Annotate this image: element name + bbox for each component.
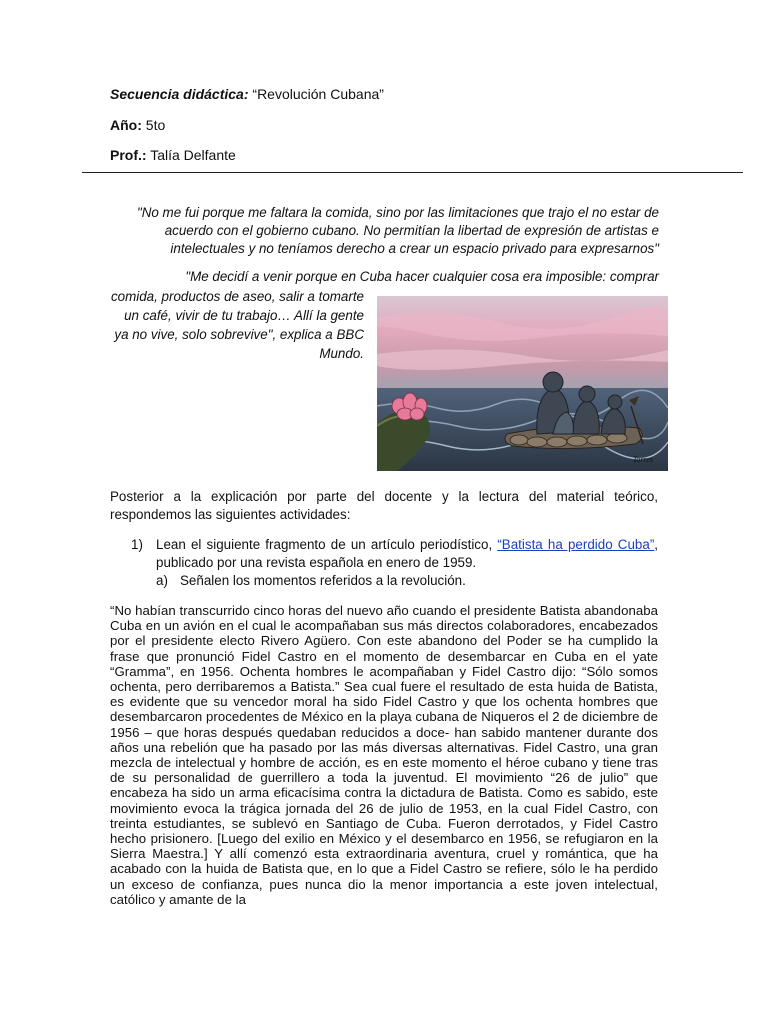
intro-paragraph: Posterior a la explicación por parte del docente y la lectura del material teórico, respondemos las siguientes actividades: xyxy=(110,489,658,522)
activity-1a-letter: a) xyxy=(156,573,168,588)
header-divider xyxy=(82,172,743,173)
year-line xyxy=(110,116,165,134)
activity-1-number: 1) xyxy=(131,537,143,552)
activity-1-text-before: Lean el siguiente fragmento de un artículo periodístico, xyxy=(156,537,498,552)
professor-label: Prof.: xyxy=(110,147,147,163)
first-quote: "No me fui porque me faltara la comida, sino por las limitaciones que trajo el no estar de acuerdo con el gobierno cubano. No permitían la libertad de expresión de artistas e intelectuales y no teníamos derecho a crear un espacio privado para expresarnos" xyxy=(136,205,659,257)
activity-item-1 xyxy=(131,536,658,572)
sequence-label: Secuencia didáctica: xyxy=(110,86,249,102)
year-label: Año: xyxy=(110,117,142,133)
activity-1a-text: Señalen los momentos referidos a la revolución. xyxy=(180,573,466,588)
activity-item-1a xyxy=(156,572,656,590)
article-link[interactable]: “Batista ha perdido Cuba” xyxy=(497,537,655,552)
activity-1-text xyxy=(156,536,658,572)
year-value: 5to xyxy=(141,117,166,133)
cartoon-illustration xyxy=(377,296,668,471)
activity-1-text-after: , publicado por una revista española en enero de 1959. xyxy=(156,537,659,570)
sequence-value: “Revolución Cubana” xyxy=(248,86,384,102)
professor-value: Talía Delfante xyxy=(146,147,236,163)
article-excerpt: “No habían transcurrido cinco horas del nuevo año cuando el presidente Batista abandonaba Cuba en un avión en el cual le acompañaban sus más directos colaboradores, encabezados por el presidente electo Rivero Agüero. Con este abandono del Poder se ha cumplido la frase que pronunció Fidel Castro en el momento de desembarcar en Cuba en el yate “Gramma”, en 1956. Ochenta hombres le acompañaban y Fidel Castro dijo: “Sólo somos ochenta, pero derribaremos a Batista.” Sea cual fuere el resultado de esta huida de Batista, es evidente que su vencedor moral ha sido Fidel Castro y que los ochenta hombres que desembarcaron procedentes de México en la playa cubana de Niqueros el 2 de diciembre de 1956 – que horas después quedaban reducidos a doce- han sabido mantener durante dos años una rebelión que ha pasado por las más diversas alternativas. Fidel Castro, una gran mezcla de intelectual y hombre de acción, es en este momento el héroe cubano y tiene tras de su personalidad de guerrillero a toda la juventud. El movimiento “26 de julio” que encabeza ha sido un arma eficacísima contra la dictadura de Batista. Como es sabido, este movimiento evoca la trágica jornada del 26 de julio de 1953, en la cual Fidel Castro, con treinta estudiantes, se sublevó en Santiago de Cuba. Fueron derrotados, y Fidel Castro hecho prisionero. [Luego del exilio en México y el desembarco en 1956, se refugiaron en la Sierra Maestra.] Y allí comenzó esta extraordinaria aventura, cruel y romántica, que ha acabado con la huida de Batista que, en lo que a Fidel Castro se refiere, sólo le ha perdido un exceso de confianza, pues nunca dio la menor importancia a este joven intelectual, católico y amante de la xyxy=(110,603,658,907)
second-quote-first-line: "Me decidí a venir porque en Cuba hacer cualquier cosa era imposible: comprar xyxy=(185,269,659,284)
sequence-line xyxy=(110,85,384,103)
second-quote-rest: comida, productos de aseo, salir a tomarte un café, vivir de tu trabajo… Allí la gente ya no vive, solo sobrevive", explica a BBC Mundo. xyxy=(110,289,364,361)
professor-line xyxy=(110,146,236,164)
cartoon-signature: Torres xyxy=(632,455,653,464)
